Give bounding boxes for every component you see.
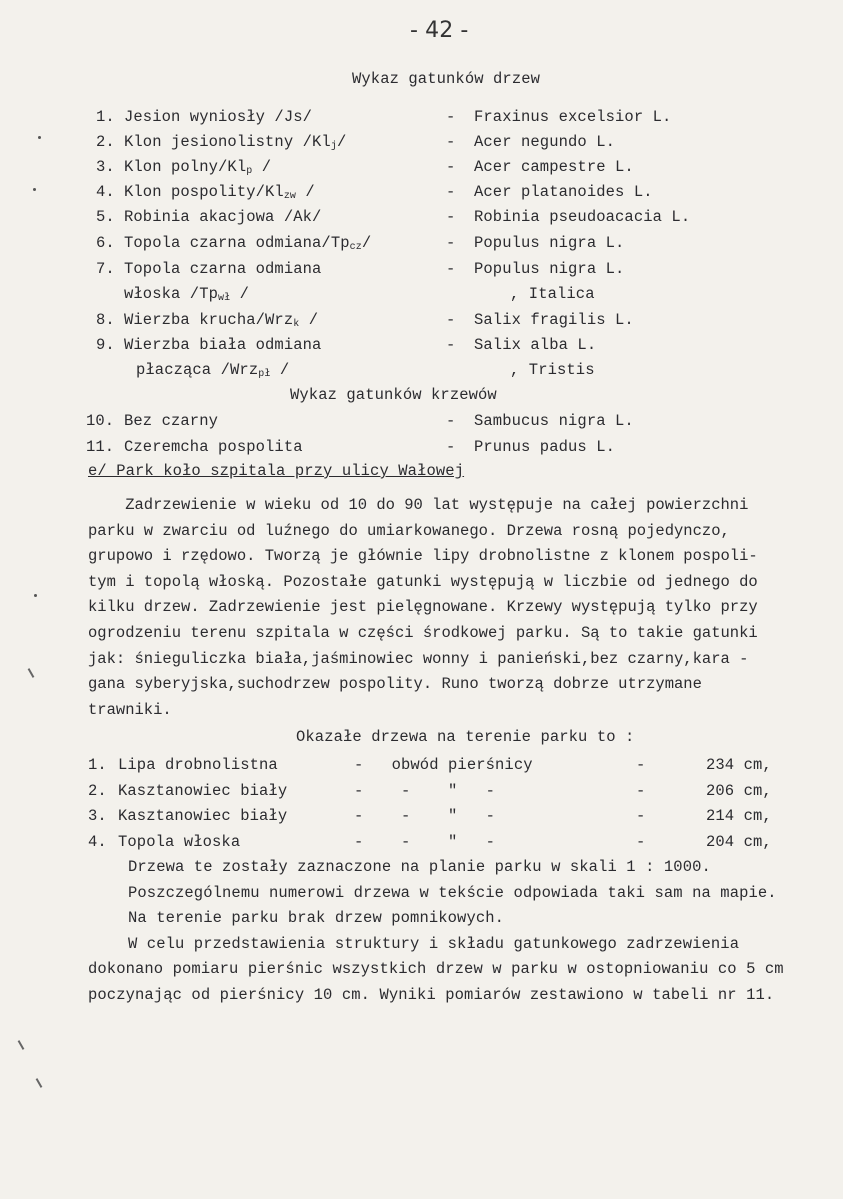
item-number: 11. bbox=[86, 438, 115, 456]
item-number: 9. bbox=[96, 336, 115, 354]
tree-number: 1. bbox=[88, 756, 107, 774]
polish-name-text: Jesion wyniosły /Js/ bbox=[124, 108, 313, 126]
separator-dash: - bbox=[446, 183, 456, 201]
item-number: 6. bbox=[96, 234, 115, 252]
closing-line: Poszczególnemu numerowi drzewa w tekście odpowiada taki sam na mapie. bbox=[128, 883, 777, 902]
paragraph-line: tym i topolą włoską. Pozostałe gatunki występują w liczbie od jednego do bbox=[88, 572, 758, 591]
paragraph-line: jak: śnieguliczka biała,jaśminowiec wonny i panieński,bez czarny,kara - bbox=[88, 649, 749, 668]
measurement-label: - - " - bbox=[354, 832, 496, 851]
polish-name-tail: / bbox=[270, 361, 290, 379]
girth-value: 214 cm, bbox=[706, 807, 772, 825]
polish-name-text: włoska /Tp bbox=[124, 285, 219, 303]
girth-value: 234 cm, bbox=[706, 756, 772, 774]
polish-name bbox=[124, 285, 249, 306]
closing-line: W celu przedstawienia struktury i składu gatunkowego zadrzewienia bbox=[128, 934, 740, 953]
separator-dash: - bbox=[636, 756, 646, 774]
polish-name bbox=[124, 260, 321, 278]
latin-name: Robinia pseudoacacia L. bbox=[474, 208, 691, 226]
abbreviation-subscript: zw bbox=[283, 191, 297, 202]
trees-heading: Wykaz gatunków drzew bbox=[352, 70, 541, 88]
abbreviation-subscript: wł bbox=[218, 293, 231, 304]
separator-dash: - bbox=[446, 311, 456, 329]
section-heading: e/ Park koło szpitala przy ulicy Wałowej bbox=[88, 462, 465, 480]
separator-dash: - bbox=[636, 807, 646, 825]
separator-dash: - bbox=[446, 260, 456, 278]
abbreviation-subscript: cz bbox=[349, 242, 362, 253]
separator-dash: - bbox=[446, 234, 456, 252]
paragraph-line: gana syberyjska,suchodrzew pospolity. Runo tworzą dobrze utrzymane bbox=[88, 675, 702, 694]
separator-dash: - bbox=[636, 781, 646, 800]
margin-dot bbox=[38, 136, 41, 139]
paragraph-line: parku w zwarciu od luźnego do umiarkowanego. Drzewa rosną pojedynczo, bbox=[88, 521, 730, 540]
shrubs-heading: Wykaz gatunków krzewów bbox=[290, 386, 497, 404]
tree-number: 3. bbox=[88, 807, 107, 825]
separator-dash: - bbox=[636, 832, 646, 851]
item-number: 1. bbox=[96, 108, 115, 126]
latin-name: Sambucus nigra L. bbox=[474, 412, 634, 430]
latin-name: Acer campestre L. bbox=[474, 158, 634, 176]
closing-line: Na terenie parku brak drzew pomnikowych. bbox=[128, 909, 505, 928]
polish-name-text: Wierzba krucha/Wrz bbox=[124, 311, 294, 329]
polish-name bbox=[124, 108, 312, 126]
tree-name: Kasztanowiec biały bbox=[118, 781, 288, 800]
item-number: 3. bbox=[96, 158, 115, 176]
item-number: 4. bbox=[96, 183, 115, 201]
abbreviation-subscript: j bbox=[330, 141, 337, 152]
polish-name-text: Klon polny/Kl bbox=[124, 158, 247, 176]
girth-value: 204 cm, bbox=[706, 832, 772, 851]
polish-name-text: płacząca /Wrz bbox=[136, 361, 259, 379]
polish-name-tail: / bbox=[252, 158, 272, 176]
polish-name-tail: / bbox=[296, 183, 315, 201]
latin-name: Populus nigra L. bbox=[474, 260, 625, 278]
polish-name bbox=[124, 133, 346, 154]
polish-name: Czeremcha pospolita bbox=[124, 438, 303, 456]
measurement-label: - - " - bbox=[354, 807, 496, 825]
item-number: 7. bbox=[96, 260, 115, 278]
measurement-label: - obwód pierśnicy bbox=[354, 756, 533, 774]
separator-dash: - bbox=[446, 158, 456, 176]
separator-dash: - bbox=[446, 438, 456, 456]
polish-name-tail: / bbox=[230, 285, 250, 303]
closing-line: Drzewa te zostały zaznaczone na planie parku w skali 1 : 1000. bbox=[128, 858, 711, 876]
closing-line: dokonano pomiaru pierśnic wszystkich drzew w parku w ostopniowaniu co 5 cm bbox=[88, 960, 784, 979]
paragraph-line: grupowo i rzędowo. Tworzą je głównie lipy drobnolistne z klonem pospoli- bbox=[88, 547, 758, 566]
latin-name: Populus nigra L. bbox=[474, 234, 625, 252]
latin-name: , Tristis bbox=[510, 361, 595, 379]
tree-number: 2. bbox=[88, 781, 107, 800]
item-number: 8. bbox=[96, 311, 115, 329]
polish-name-tail: / bbox=[361, 234, 372, 252]
polish-name-text: Wierzba biała odmiana bbox=[124, 336, 322, 354]
separator-dash: - bbox=[446, 208, 456, 226]
margin-tick bbox=[18, 1040, 25, 1050]
polish-name bbox=[124, 234, 371, 255]
separator-dash: - bbox=[446, 108, 456, 126]
item-number: 5. bbox=[96, 208, 115, 226]
margin-dot bbox=[33, 188, 36, 191]
item-number: 2. bbox=[96, 133, 115, 151]
latin-name: Prunus padus L. bbox=[474, 438, 616, 456]
latin-name: Acer platanoides L. bbox=[474, 183, 653, 201]
abbreviation-subscript: p bbox=[246, 166, 253, 177]
latin-name: Salix alba L. bbox=[474, 336, 597, 354]
separator-dash: - bbox=[446, 336, 456, 354]
abbreviation-subscript: k bbox=[293, 319, 300, 330]
separator-dash: - bbox=[446, 133, 456, 151]
polish-name-tail: / bbox=[299, 311, 319, 329]
measurement-label: - - " - bbox=[354, 781, 496, 800]
polish-name bbox=[136, 361, 289, 382]
tree-name: Lipa drobnolistna bbox=[118, 756, 278, 774]
separator-dash: - bbox=[446, 412, 456, 430]
paragraph-line: trawniki. bbox=[88, 700, 172, 719]
polish-name bbox=[124, 336, 321, 354]
paragraph-line: ogrodzeniu terenu szpitala w części środkowej parku. Są to takie gatunki bbox=[88, 624, 758, 642]
closing-line: poczynając od pierśnicy 10 cm. Wyniki pomiarów zestawiono w tabeli nr 11. bbox=[88, 986, 775, 1004]
polish-name bbox=[124, 183, 315, 204]
polish-name bbox=[124, 158, 271, 179]
girth-value: 206 cm, bbox=[706, 781, 772, 800]
big-trees-heading: Okazałe drzewa na terenie parku to : bbox=[296, 728, 635, 746]
polish-name-text: Robinia akacjowa /Ak/ bbox=[124, 208, 322, 226]
polish-name bbox=[124, 208, 321, 226]
polish-name-text: Klon pospolity/Kl bbox=[124, 183, 284, 201]
margin-dot bbox=[34, 594, 37, 597]
margin-tick bbox=[36, 1078, 43, 1088]
tree-name: Kasztanowiec biały bbox=[118, 807, 288, 825]
latin-name: Acer negundo L. bbox=[474, 133, 616, 151]
page-number: - 42 - bbox=[410, 18, 469, 43]
latin-name: Fraxinus excelsior L. bbox=[474, 108, 672, 126]
polish-name-text: Klon jesionolistny /Kl bbox=[124, 133, 331, 151]
polish-name-text: Topola czarna odmiana/Tp bbox=[124, 234, 350, 252]
latin-name: , Italica bbox=[510, 285, 595, 303]
margin-tick bbox=[28, 668, 35, 678]
paragraph-line: kilku drzew. Zadrzewienie jest pielęgnowane. Krzewy występują tylko przy bbox=[88, 598, 758, 617]
item-number: 10. bbox=[86, 412, 115, 430]
paragraph-line: Zadrzewienie w wieku od 10 do 90 lat występuje na całej powierzchni bbox=[88, 496, 749, 514]
polish-name: Bez czarny bbox=[124, 412, 219, 430]
polish-name-tail: / bbox=[336, 133, 347, 151]
abbreviation-subscript: pł bbox=[258, 369, 271, 380]
polish-name bbox=[124, 311, 318, 332]
tree-name: Topola włoska bbox=[118, 832, 241, 851]
polish-name-text: Topola czarna odmiana bbox=[124, 260, 322, 278]
latin-name: Salix fragilis L. bbox=[474, 311, 634, 329]
tree-number: 4. bbox=[88, 832, 107, 851]
